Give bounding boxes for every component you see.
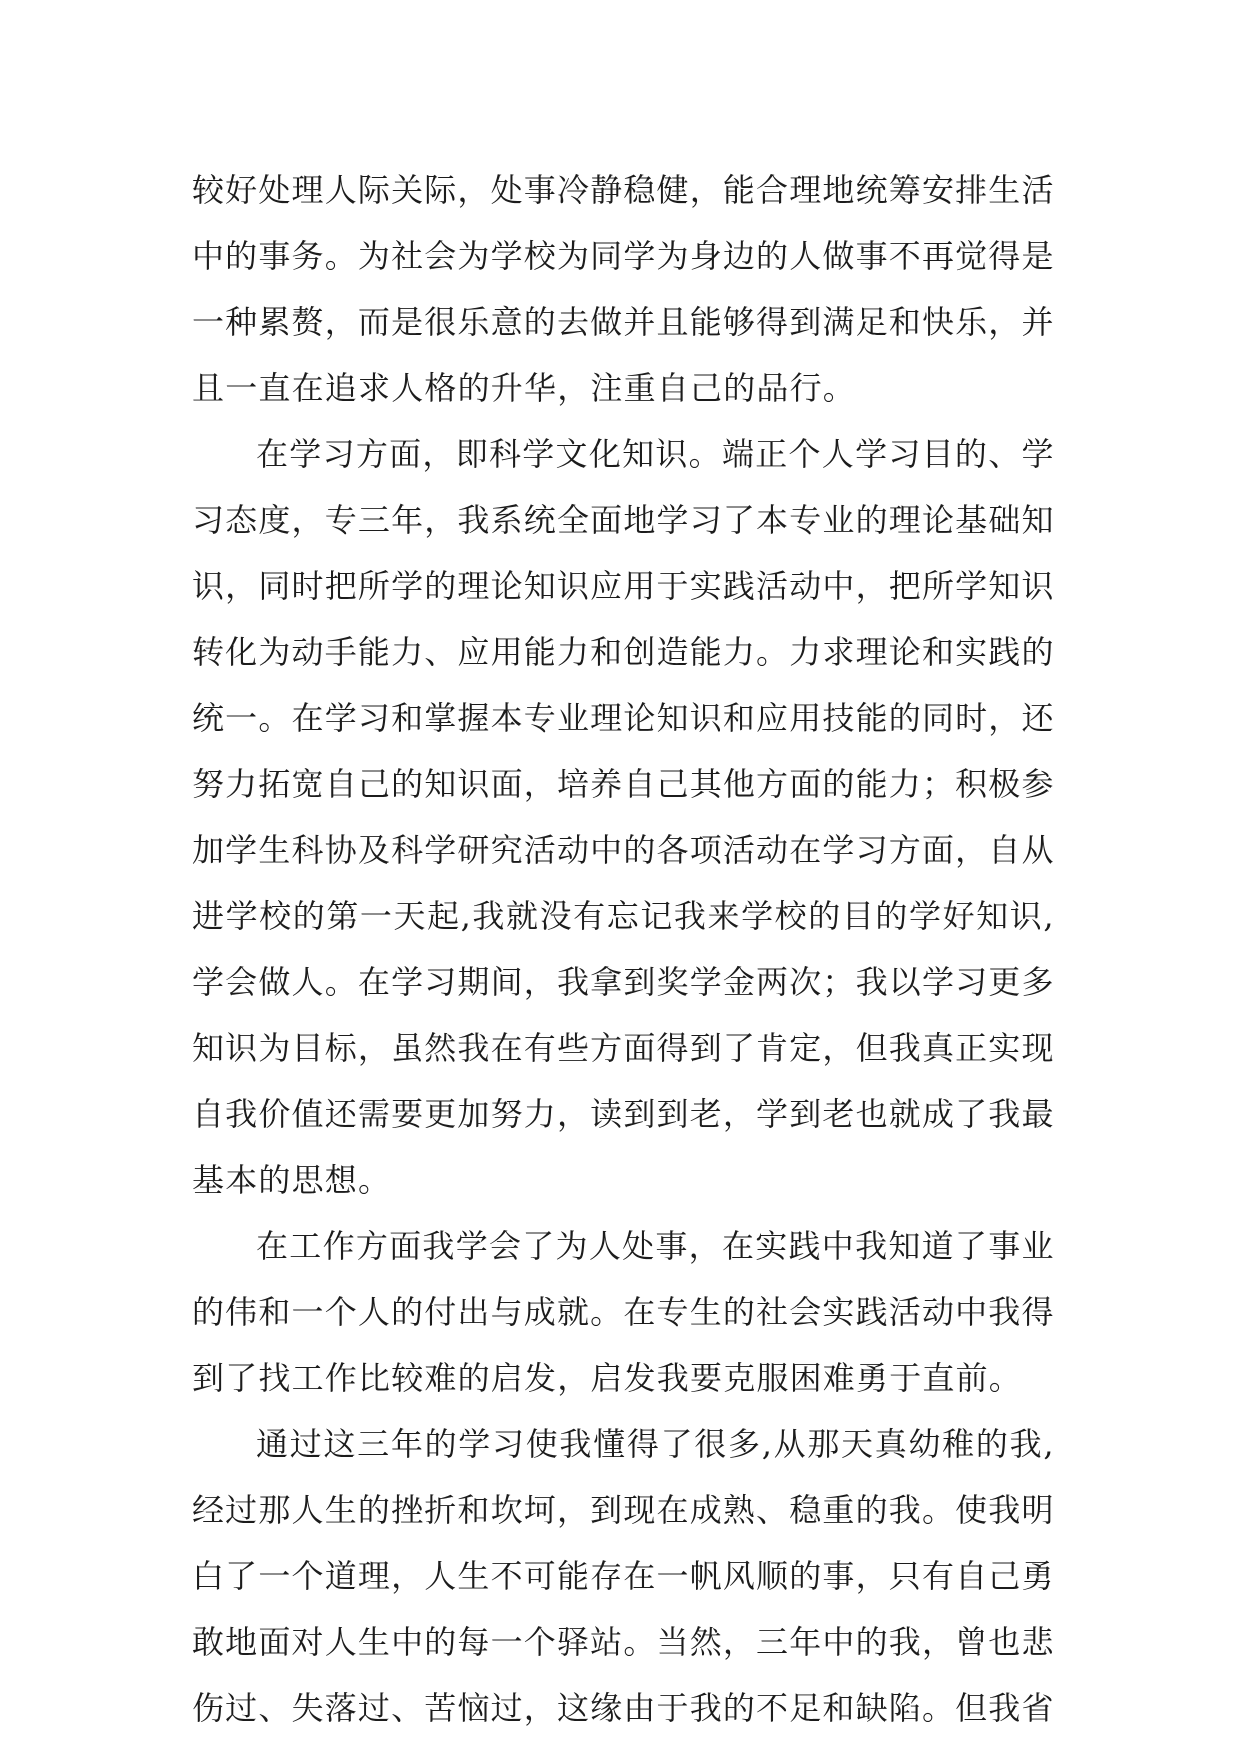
text-line: 通过这三年的学习使我懂得了很多,从那天真幼稚的我,	[256, 1425, 1054, 1463]
text-line: 知识为目标，虽然我在有些方面得到了肯定，但我真正实现	[192, 1029, 1054, 1067]
text-line: 在学习方面，即科学文化知识。端正个人学习目的、学	[256, 435, 1054, 473]
text-line: 敢地面对人生中的每一个驿站。当然，三年中的我，曾也悲	[192, 1623, 1054, 1661]
text-line: 统一。在学习和掌握本专业理论知识和应用技能的同时，还	[192, 699, 1054, 737]
text-line: 努力拓宽自己的知识面，培养自己其他方面的能力；积极参	[192, 765, 1054, 803]
text-line: 且一直在追求人格的升华，注重自己的品行。	[192, 369, 857, 407]
paragraph	[192, 421, 1054, 1213]
text-line: 自我价值还需要更加努力，读到到老，学到老也就成了我最	[192, 1095, 1054, 1133]
text-line: 到了找工作比较难的启发，启发我要克服困难勇于直前。	[192, 1359, 1023, 1397]
text-line: 经过那人生的挫折和坎坷，到现在成熟、稳重的我。使我明	[192, 1491, 1054, 1529]
text-line: 伤过、失落过、苦恼过，这缘由于我的不足和缺陷。但我省	[192, 1689, 1054, 1727]
text-line: 中的事务。为社会为学校为同学为身边的人做事不再觉得是	[192, 237, 1054, 275]
text-line: 习态度，专三年，我系统全面地学习了本专业的理论基础知	[192, 501, 1054, 539]
paragraph	[192, 1411, 1054, 1741]
document-body	[192, 157, 1054, 1741]
text-line: 学会做人。在学习期间，我拿到奖学金两次；我以学习更多	[192, 963, 1054, 1001]
text-line: 进学校的第一天起,我就没有忘记我来学校的目的学好知识,	[192, 897, 1054, 935]
text-line: 基本的思想。	[192, 1161, 392, 1199]
text-line: 识，同时把所学的理论知识应用于实践活动中，把所学知识	[192, 567, 1054, 605]
text-line: 的伟和一个人的付出与成就。在专生的社会实践活动中我得	[192, 1293, 1054, 1331]
paragraph	[192, 1213, 1054, 1411]
paragraph	[192, 157, 1054, 421]
text-line: 一种累赘，而是很乐意的去做并且能够得到满足和快乐，并	[192, 303, 1054, 341]
text-line: 白了一个道理，人生不可能存在一帆风顺的事，只有自己勇	[192, 1557, 1054, 1595]
text-line: 较好处理人际关际，处事冷静稳健，能合理地统筹安排生活	[192, 171, 1054, 209]
text-line: 转化为动手能力、应用能力和创造能力。力求理论和实践的	[192, 633, 1054, 671]
text-line: 在工作方面我学会了为人处事，在实践中我知道了事业	[256, 1227, 1054, 1265]
text-line: 加学生科协及科学研究活动中的各项活动在学习方面，自从	[192, 831, 1054, 869]
